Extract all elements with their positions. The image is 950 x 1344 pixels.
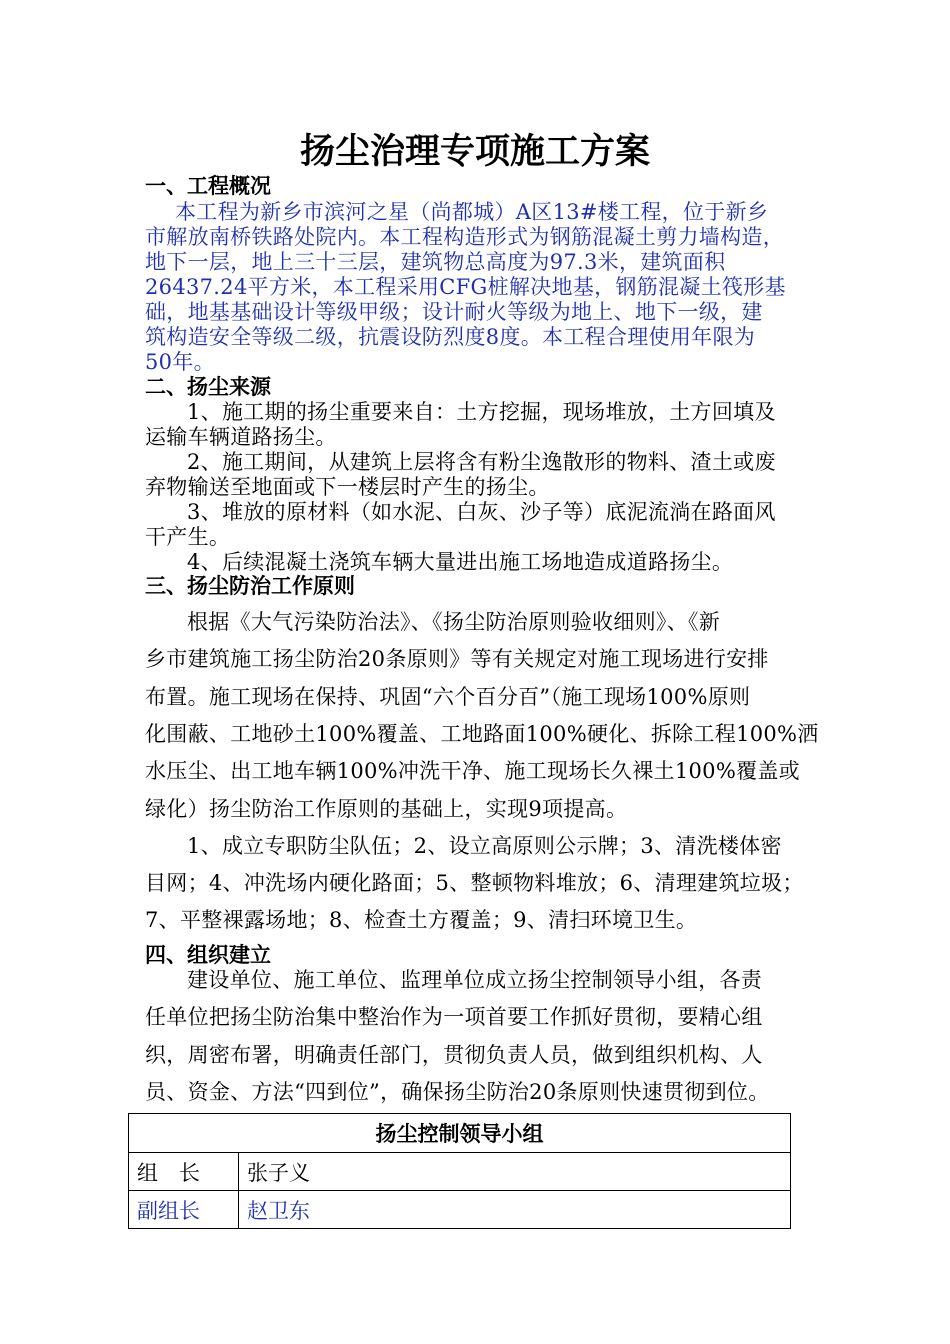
paragraph-line: 织，周密布署，明确责任部门，贯彻负责人员，做到组织机构、人 xyxy=(145,1043,763,1067)
paragraph-line: 员、资金、方法“四到位”，确保扬尘防治20条原则快速贯彻到位。 xyxy=(145,1080,770,1104)
paragraph-line: 运输车辆道路扬尘。 xyxy=(145,425,337,449)
leadership-group-table xyxy=(128,1113,791,1229)
paragraph-line: 乡市建筑施工扬尘防治20条原则》等有关规定对施工现场进行安排 xyxy=(145,647,769,671)
section-heading: 二、扬尘来源 xyxy=(145,375,271,399)
document-title: 扬尘治理专项施工方案 xyxy=(299,132,650,172)
paragraph-line: 1、施工期的扬尘重要来自：土方挖掘，现场堆放，土方回填及 xyxy=(187,400,776,424)
paragraph-line: 弃物输送至地面或下一楼层时产生的扬尘。 xyxy=(145,475,550,499)
paragraph-line: 26437.24平方米，本工程采用CFG桩解决地基，钢筋混凝土筏形基 xyxy=(145,275,786,299)
paragraph-line: 绿化）扬尘防治工作原则的基础上，实现9项提高。 xyxy=(145,797,628,821)
role-cell: 副组长 xyxy=(129,1191,239,1229)
section-heading: 一、工程概况 xyxy=(145,174,271,198)
paragraph-line: 任单位把扬尘防治集中整治作为一项首要工作抓好贯彻，要精心组 xyxy=(145,1005,763,1029)
paragraph-line: 干产生。 xyxy=(145,525,231,549)
paragraph-line: 4、后续混凝土浇筑车辆大量进出施工场地造成道路扬尘。 xyxy=(187,550,734,574)
paragraph-line: 化围蔽、工地砂土100%覆盖、工地路面100%硬化、拆除工程100%洒 xyxy=(145,722,819,746)
paragraph-line: 水压尘、出工地车辆100%冲洗干净、施工现场长久裸土100%覆盖或 xyxy=(145,759,800,783)
paragraph-line: 目网；4、冲洗场内硬化路面；5、整顿物料堆放；6、清理建筑垃圾； xyxy=(145,871,804,895)
table-row xyxy=(129,1191,791,1229)
paragraph-line: 7、平整裸露场地；8、检查土方覆盖；9、清扫环境卫生。 xyxy=(145,908,698,932)
name-cell: 张子义 xyxy=(239,1153,791,1191)
name-cell: 赵卫东 xyxy=(239,1191,791,1229)
paragraph-line: 50年。 xyxy=(145,350,215,374)
section-heading: 四、组织建立 xyxy=(145,943,271,967)
role-cell: 组 长 xyxy=(129,1153,239,1191)
paragraph-line: 根据《大气污染防治法》、《扬尘防治原则验收细则》、《新 xyxy=(187,610,721,634)
section-heading: 三、扬尘防治工作原则 xyxy=(145,574,355,598)
paragraph-line: 2、施工期间，从建筑上层将含有粉尘逸散形的物料、渣土或废 xyxy=(187,450,776,474)
paragraph-line: 布置。施工现场在保持、巩固“六个百分百”（施工现场100%原则 xyxy=(145,685,751,709)
paragraph-line: 1、成立专职防尘队伍；2、设立高原则公示牌；3、清洗楼体密 xyxy=(187,834,782,858)
paragraph-line: 地下一层，地上三十三层，建筑物总高度为97.3米，建筑面积 xyxy=(145,250,726,274)
table-caption: 扬尘控制领导小组 xyxy=(129,1114,791,1153)
paragraph-line: 建设单位、施工单位、监理单位成立扬尘控制领导小组，各责 xyxy=(187,968,763,992)
paragraph-line: 本工程为新乡市滨河之星（尚都城）A区13#楼工程，位于新乡 xyxy=(175,200,769,224)
paragraph-line: 础，地基基础设计等级甲级；设计耐火等级为地上、地下一级，建 xyxy=(145,300,763,324)
paragraph-line: 3、堆放的原材料（如水泥、白灰、沙子等）底泥流淌在路面风 xyxy=(187,500,776,524)
table-row xyxy=(129,1153,791,1191)
paragraph-line: 市解放南桥铁路处院内。本工程构造形式为钢筋混凝土剪力墙构造， xyxy=(145,225,784,249)
paragraph-line: 筑构造安全等级二级，抗震设防烈度8度。本工程合理使用年限为 xyxy=(145,325,756,349)
